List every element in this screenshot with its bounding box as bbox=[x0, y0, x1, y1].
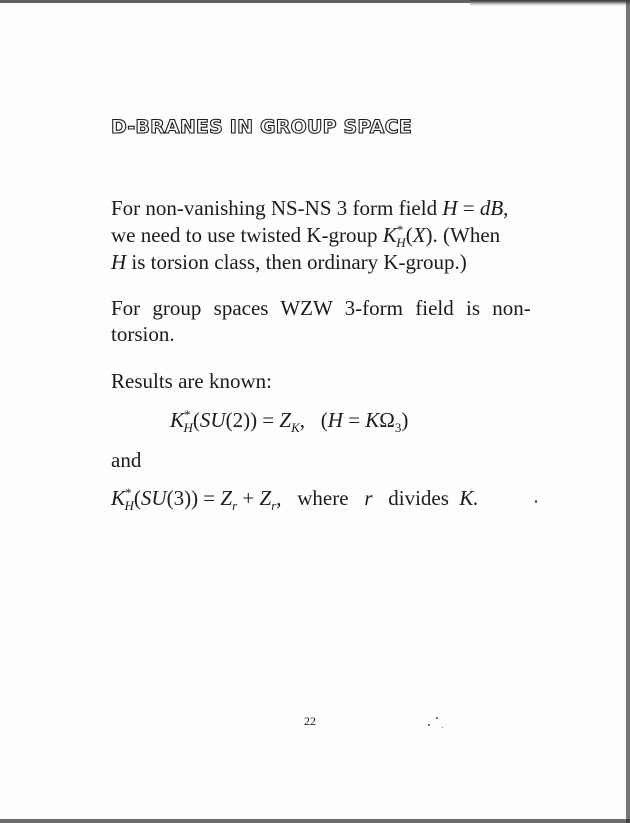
page-number: 22 bbox=[304, 714, 316, 728]
connector-and: and bbox=[111, 448, 142, 472]
paragraph-1-text-2: we need to use twisted K-group bbox=[111, 223, 378, 247]
paragraph-1-line-2: we need to use twisted K-group $K^*_H(X)$. (When bbox=[111, 222, 501, 251]
math-k: K. bbox=[459, 486, 479, 510]
scan-edge-corner bbox=[470, 0, 630, 6]
paragraph-1-line-3 bbox=[111, 250, 467, 274]
paragraph-2-line-2: torsion. bbox=[111, 322, 175, 346]
math-twisted-k-group: K bbox=[382, 223, 397, 247]
divides-word: divides bbox=[388, 486, 449, 510]
paragraph-1-text-when: (When bbox=[443, 223, 501, 247]
results-intro: Results are known: bbox=[111, 369, 272, 393]
equation-su3: $K^*_H(SU(3)) = Z_r + Z_r$, where r divides K. bbox=[111, 485, 479, 514]
where-word: where bbox=[297, 486, 349, 510]
scan-speck bbox=[436, 717, 438, 719]
paragraph-1-line-1: For non-vanishing NS-NS 3 form field H = dB, bbox=[111, 196, 509, 220]
paragraph-1-text-1: For non-vanishing NS-NS 3 form field bbox=[111, 196, 438, 220]
section-title: D-BRANES IN GROUP SPACE bbox=[111, 116, 413, 138]
math-h-equals-db: H bbox=[442, 196, 458, 220]
scan-speck bbox=[442, 727, 443, 728]
paragraph-1-text-3: is torsion class, then ordinary K-group.) bbox=[131, 250, 467, 274]
equation-su2: $K^*_H(SU(2)) = Z_K$, $(H = K\Omega_3)$ bbox=[170, 407, 409, 436]
math-r: r bbox=[364, 486, 373, 510]
scan-speck bbox=[535, 500, 537, 503]
paragraph-2-line-1: For group spaces WZW 3-form field is non- bbox=[111, 296, 531, 320]
math-h: H bbox=[111, 250, 127, 274]
scan-edge-right bbox=[626, 0, 630, 823]
scan-speck bbox=[428, 724, 430, 726]
scan-edge-bottom bbox=[0, 819, 630, 823]
